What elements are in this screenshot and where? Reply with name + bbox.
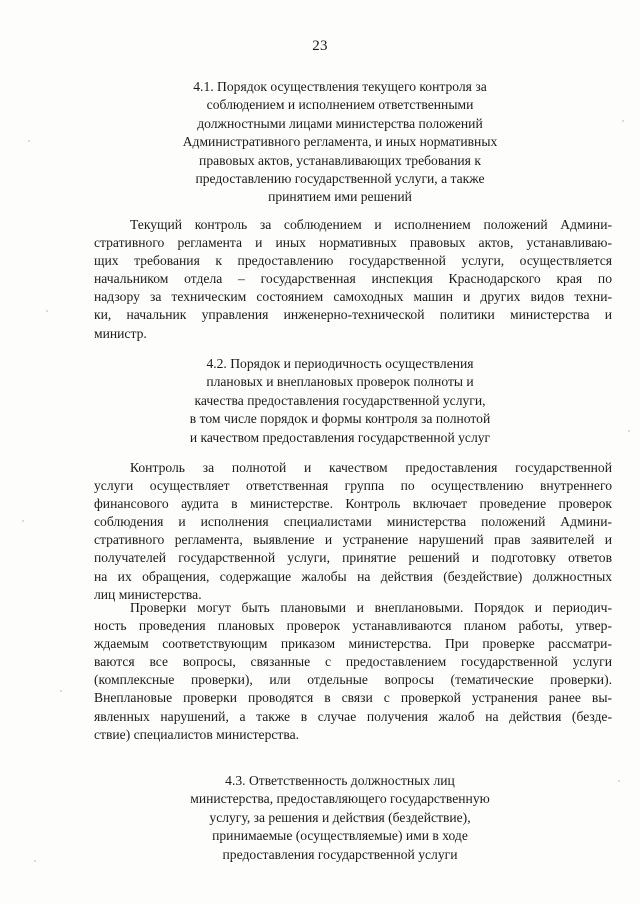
section-4-1-heading	[140, 78, 540, 207]
heading-line: должностными лицами министерства положений	[197, 115, 483, 131]
scan-speck	[622, 120, 624, 122]
paragraph-line: Текущий контроль за соблюдением и исполнением положений Админи-	[130, 217, 612, 232]
scan-speck	[46, 310, 48, 312]
paragraph-line: финансового аудита в министерстве. Контроль включает проведение проверок	[94, 496, 612, 512]
paragraph-line: щих требования к предоставлению государственной услуги, осуществляется	[94, 253, 612, 269]
heading-line: 4.3. Ответственность должностных лиц	[225, 773, 455, 788]
section-4-2-paragraph-2	[94, 599, 612, 744]
scan-speck	[618, 780, 620, 782]
paragraph-line: (комплексные проверки), или отдельные вопросы (тематические проверки).	[94, 672, 612, 688]
scan-speck	[22, 520, 24, 522]
paragraph-line: ждаемым соответствующим приказом министерства. При проверке рассматри-	[94, 636, 612, 652]
scan-speck	[34, 860, 36, 862]
heading-line: соблюдением и исполнением ответственными	[206, 97, 474, 113]
heading-line: 4.1. Порядок осуществления текущего контроля за	[193, 79, 487, 94]
paragraph-line: стративного регламента, выявление и устранение нарушений прав заявителей и	[94, 532, 612, 548]
section-4-2-paragraph-1	[94, 459, 612, 604]
heading-line: правовых актов, устанавливающих требования к	[199, 152, 481, 168]
paragraph-line: стративного регламента и иных нормативных правовых актов, устанавливаю-	[94, 235, 612, 251]
paragraph-line: ки, начальник управления инженерно-технической политики министерства и	[94, 307, 612, 323]
paragraph-line: ствие) специалистов министерства.	[94, 726, 300, 742]
scan-speck	[60, 690, 62, 692]
paragraph-line: Проверки могут быть плановыми и внеплановыми. Порядок и периодич-	[130, 600, 612, 615]
section-4-2-heading	[140, 355, 540, 447]
heading-line: услугу, за решения и действия (бездействие),	[209, 809, 471, 825]
paragraph-line: на их обращения, содержащие жалобы на действия (бездействие) должностных	[94, 568, 612, 584]
paragraph-line: получателей государственной услуги, принятие решений и подготовку ответов	[94, 550, 612, 566]
heading-line: принимаемые (осуществляемые) ими в ходе	[212, 828, 468, 844]
heading-line: Административного регламента, и иных нормативных	[182, 134, 498, 150]
paragraph-line: начальником отдела – государственная инспекция Краснодарского края по	[94, 271, 612, 287]
heading-line: плановых и внеплановых проверок полноты и	[206, 374, 474, 390]
paragraph-line: министр.	[94, 325, 147, 341]
heading-line: 4.2. Порядок и периодичность осуществления	[206, 356, 474, 371]
heading-line: и качеством предоставления государственной услуг	[189, 429, 491, 445]
heading-line: в том числе порядок и формы контроля за полнотой	[189, 411, 491, 427]
heading-line: предоставления государственной услуги	[222, 846, 458, 862]
paragraph-line: ваются все вопросы, связанные с предоставлением государственной услуги	[94, 654, 612, 670]
heading-line: качества предоставления государственной услуги,	[194, 392, 486, 408]
paragraph-line: Контроль за полнотой и качеством предоставления государственной	[130, 460, 612, 475]
scan-speck	[28, 140, 30, 142]
scan-speck	[628, 430, 630, 432]
page-number: 23	[312, 38, 328, 54]
paragraph-line: услуги осуществляет ответственная группа по осуществлению внутреннего	[94, 478, 612, 494]
paragraph-line: Внеплановые проверки проводятся в связи с проверкой устранения ранее вы-	[94, 690, 612, 706]
paragraph-line: явленных нарушений, а также в случае получения жалоб на действия (безде-	[94, 708, 612, 724]
heading-line: принятием ими решений	[268, 189, 412, 205]
paragraph-line: лиц министерства.	[94, 586, 202, 602]
heading-line: министерства, предоставляющего государственную	[190, 791, 490, 807]
paragraph-line: надзору за техническим состоянием самоходных машин и других видов техни-	[94, 289, 612, 305]
section-4-1-paragraph	[94, 216, 612, 343]
section-4-3-heading	[140, 772, 540, 864]
heading-line: предоставлению государственной услуги, а также	[195, 171, 485, 187]
paragraph-line: ность проведения плановых проверок устанавливаются планом работы, утвер-	[94, 618, 612, 634]
paragraph-line: соблюдения и исполнения специалистами министерства положений Админи-	[94, 514, 612, 530]
